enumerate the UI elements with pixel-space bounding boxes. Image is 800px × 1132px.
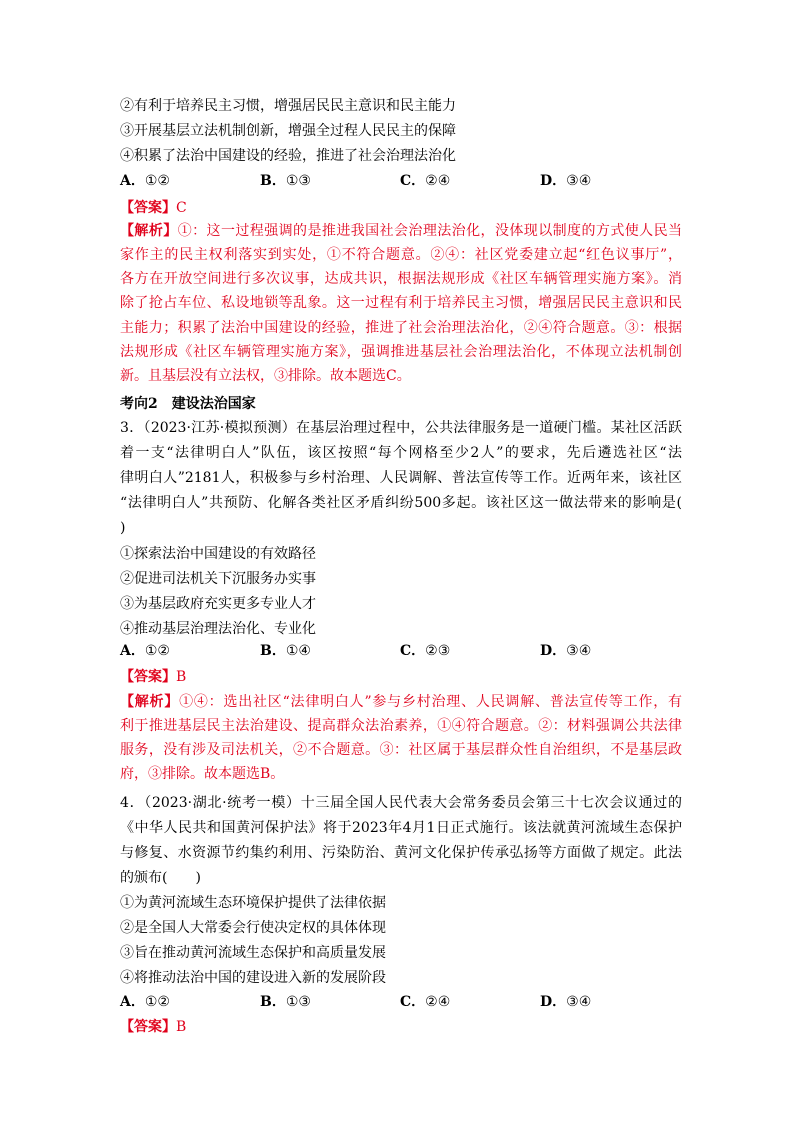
q4-option-c: C．②④ [400, 994, 451, 1010]
q3-options [120, 641, 680, 661]
q3-analysis-label: 【解析】 [120, 694, 180, 710]
q3-analysis-line: 府，③排除。故本题选B。 [120, 766, 285, 782]
q3-option-a: A．①② [120, 643, 170, 659]
q2-analysis-line: 【解析】①：这一过程强调的是推进我国社会治理法治化，没体现以制度的方式使人民当 [120, 223, 683, 239]
q3-statement-4: ④推动基层治理法治化、专业化 [120, 621, 316, 637]
q4-stem-line: 与修复、水资源节约集约利用、污染防治、黄河文化保护传承弘扬等方面做了规定。此法 [120, 845, 682, 861]
q2-option-c: C．②④ [400, 173, 451, 189]
section-heading: 考向2 建设法治国家 [120, 396, 256, 412]
q3-option-b: B．①④ [260, 643, 311, 659]
q4-statement-1: ①为黄河流域生态环境保护提供了法律依据 [120, 895, 386, 911]
q2-analysis-line: 法规形成《社区车辆管理实施方案》，强调推进基层社会治理法治化，不体现立法机制创 [120, 344, 682, 360]
q3-stem-line: 3．（2023·江苏·模拟预测）在基层治理过程中，公共法律服务是一道硬门槛。某社区活跃 [120, 420, 682, 436]
q4-statement-2: ②是全国人大常委会行使决定权的具体体现 [120, 920, 386, 936]
q3-analysis-line: 服务，没有涉及司法机关，②不合题意。③：社区属于基层群众性自治组织，不是基层政 [120, 742, 682, 758]
q2-analysis-line: 各方在开放空间进行多次议事，达成共识，根据法规形成《社区车辆管理实施方案》。消 [120, 271, 682, 287]
q2-option-a: A．①② [120, 173, 170, 189]
q4-stem-line: 《中华人民共和国黄河保护法》将于2023年4月1日正式施行。该法就黄河流域生态保护 [120, 820, 682, 836]
q2-option-d: D．③④ [540, 173, 592, 189]
q3-statement-2: ②促进司法机关下沉服务办实事 [120, 571, 316, 587]
q4-options [120, 992, 680, 1012]
q3-stem-line: ) [120, 520, 126, 536]
q4-option-a: A．①② [120, 994, 170, 1010]
q3-option-c: C．②③ [400, 643, 451, 659]
q2-analysis-line: 家作主的民主权利落实到实处，①不符合题意。②④：社区党委建立起“红色议事厅”， [120, 247, 682, 263]
q3-stem-line: 律明白人”2181人，积极参与乡村治理、人民调解、普法宣传等工作。近两年来，该社区 [120, 470, 682, 486]
q2-statement-2: ②有利于培养民主习惯，增强居民民主意识和民主能力 [120, 98, 456, 114]
q2-option-b: B．①③ [260, 173, 311, 189]
q4-statement-4: ④将推动法治中国的建设进入新的发展阶段 [120, 970, 386, 986]
q2-analysis-label: 【解析】 [120, 223, 178, 239]
q2-analysis-line: 主能力；积累了法治中国建设的经验，推进了社会治理法治化，②④符合题意。③：根据 [120, 320, 682, 336]
q4-stem-line: 的颁布( ) [120, 870, 201, 886]
q2-statement-3: ③开展基层立法机制创新，增强全过程人民民主的保障 [120, 123, 456, 139]
q4-option-d: D．③④ [540, 994, 592, 1010]
q3-analysis-line: 【解析】①④：选出社区“法律明白人”参与乡村治理、人民调解、普法宣传等工作，有 [120, 694, 682, 710]
q4-stem-line: 4．（2023·湖北·统考一模）十三届全国人民代表大会常务委员会第三十七次会议通过的 [120, 795, 682, 811]
q2-analysis-line: 除了抢占车位、私设地锁等乱象。这一过程有利于培养民主习惯，增强居民民主意识和民 [120, 295, 682, 311]
q2-statement-4: ④积累了法治中国建设的经验，推进了社会治理法治化 [120, 148, 456, 164]
q3-stem-line: 着一支“法律明白人”队伍，该区按照“每个网格至少2人”的要求，先后遴选社区“法 [120, 445, 682, 461]
q2-answer: 【答案】C [120, 200, 187, 216]
q3-statement-3: ③为基层政府充实更多专业人才 [120, 596, 316, 612]
q4-option-b: B．①③ [260, 994, 311, 1010]
q3-analysis-line: 利于推进基层民主法治建设、提高群众法治素养，①④符合题意。②：材料强调公共法律 [120, 718, 682, 734]
q3-stem-line: “法律明白人”共预防、化解各类社区矛盾纠纷500多起。该社区这一做法带来的影响是( [120, 495, 682, 511]
q3-option-d: D．③④ [540, 643, 592, 659]
q4-answer: 【答案】B [120, 1019, 187, 1035]
q3-answer: 【答案】B [120, 669, 187, 685]
q2-analysis-line: 新。且基层没有立法权，③排除。故本题选C。 [120, 368, 411, 384]
q3-statement-1: ①探索法治中国建设的有效路径 [120, 546, 316, 562]
q4-statement-3: ③旨在推动黄河流域生态保护和高质量发展 [120, 945, 386, 961]
q2-options [120, 171, 680, 191]
